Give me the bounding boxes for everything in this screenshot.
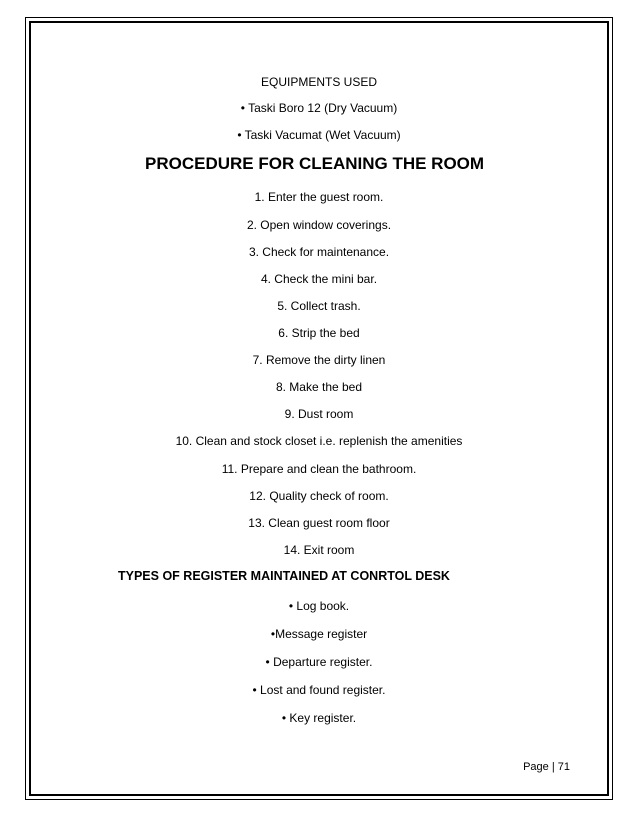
page-number: Page | 71 — [523, 761, 570, 773]
procedure-step: 6. Strip the bed — [278, 326, 360, 340]
equipment-item: • Taski Vacumat (Wet Vacuum) — [237, 128, 401, 142]
procedure-step: 13. Clean guest room floor — [248, 516, 390, 530]
procedure-step: 2. Open window coverings. — [246, 218, 392, 232]
procedure-step: 10. Clean and stock closet i.e. replenish the amenities — [175, 434, 463, 448]
register-item: • Key register. — [281, 711, 357, 725]
procedure-step: 5. Collect trash. — [277, 299, 361, 313]
procedure-step: 4. Check the mini bar. — [260, 272, 378, 286]
procedure-heading: PROCEDURE FOR CLEANING THE ROOM — [145, 154, 485, 173]
procedure-step: 3. Check for maintenance. — [248, 245, 390, 259]
procedure-step: 1. Enter the guest room. — [254, 190, 384, 204]
procedure-step: 8. Make the bed — [275, 380, 363, 394]
equipment-title: EQUIPMENTS USED — [260, 75, 377, 89]
register-item: • Departure register. — [265, 655, 373, 669]
register-item: • Log book. — [288, 599, 350, 613]
procedure-step: 7. Remove the dirty linen — [252, 353, 386, 367]
procedure-step: 9. Dust room — [284, 407, 354, 421]
register-item: • Lost and found register. — [252, 683, 386, 697]
procedure-step: 14. Exit room — [283, 543, 355, 557]
procedure-step: 12. Quality check of room. — [249, 489, 389, 503]
registers-heading: TYPES OF REGISTER MAINTAINED AT CONRTOL DESK — [118, 569, 450, 583]
equipment-item: • Taski Boro 12 (Dry Vacuum) — [240, 101, 398, 115]
procedure-step: 11. Prepare and clean the bathroom. — [221, 462, 417, 476]
register-item: •Message register — [270, 627, 368, 641]
